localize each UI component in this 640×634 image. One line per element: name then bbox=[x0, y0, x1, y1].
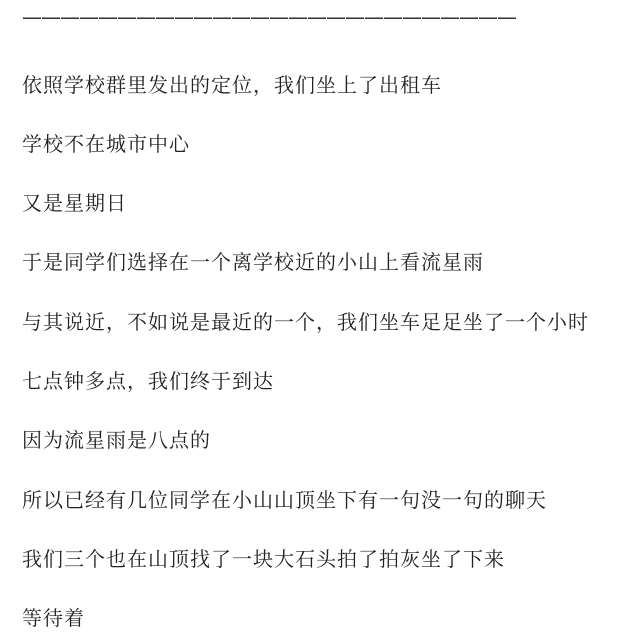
text-line: 与其说近，不如说是最近的一个，我们坐车足足坐了一个小时 bbox=[22, 310, 589, 334]
text-line: 七点钟多点，我们终于到达 bbox=[22, 369, 274, 393]
text-line: 我们三个也在山顶找了一块大石头拍了拍灰坐了下来 bbox=[22, 547, 505, 571]
text-line: 所以已经有几位同学在小山山顶坐下有一句没一句的聊天 bbox=[22, 488, 547, 512]
text-line: 等待着 bbox=[22, 606, 85, 630]
text-line: 又是星期日 bbox=[22, 191, 127, 215]
text-line: 于是同学们选择在一个离学校近的小山上看流星雨 bbox=[22, 250, 484, 274]
text-line: 学校不在城市中心 bbox=[22, 132, 190, 156]
text-line: 因为流星雨是八点的 bbox=[22, 428, 211, 452]
text-line: 依照学校群里发出的定位，我们坐上了出租车 bbox=[22, 73, 442, 97]
top-divider-line: —————————————————————————— bbox=[22, 5, 516, 29]
